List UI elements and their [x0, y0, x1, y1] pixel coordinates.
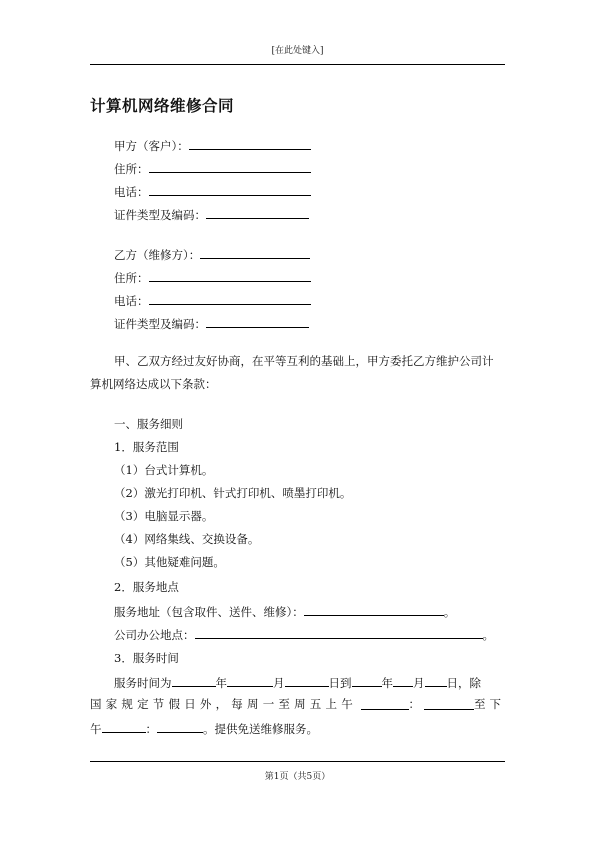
intro-line-1: 甲、乙双方经过友好协商，在平等互利的基础上，甲方委托乙方维护公司计 — [114, 354, 494, 368]
party-a-phone-row — [114, 183, 311, 199]
office-blank[interactable] — [195, 626, 483, 639]
location-heading: 2．服务地点 — [114, 580, 179, 594]
office-label: 公司办公地点： — [114, 628, 195, 642]
start-month-blank[interactable] — [227, 674, 273, 687]
time-line-3 — [90, 720, 318, 736]
end-month-blank[interactable] — [393, 674, 413, 687]
month-label: 月 — [413, 676, 425, 690]
weekday-text: 国家规定节假日外，每周一至周五上午 — [90, 697, 357, 711]
document-title: 计算机网络维修合同 — [90, 97, 235, 115]
year-label: 年 — [381, 676, 393, 690]
scope-heading: 1．服务范围 — [114, 440, 179, 454]
time-line-2 — [90, 697, 505, 711]
party-a-phone-label: 电话： — [114, 185, 149, 199]
colon: ： — [145, 722, 157, 736]
party-b-address-row — [114, 269, 311, 285]
office-row — [114, 626, 494, 642]
period: 。 — [443, 605, 456, 619]
party-a-id-row — [114, 206, 309, 222]
party-b-id-blank[interactable] — [206, 315, 309, 328]
time-prefix: 服务时间为 — [114, 676, 172, 690]
month-label: 月 — [273, 676, 285, 690]
day-to-label: 日到 — [328, 676, 352, 690]
time-line-1 — [114, 674, 481, 690]
scope-item: （1）台式计算机。 — [114, 463, 214, 477]
party-a-phone-blank[interactable] — [149, 183, 311, 196]
pm-hour-blank[interactable] — [102, 720, 146, 733]
service-address-label: 服务地址（包含取件、送件、维修）： — [114, 605, 304, 619]
party-b-phone-row — [114, 292, 311, 308]
party-b-address-blank[interactable] — [149, 269, 311, 282]
scope-item: （5）其他疑难问题。 — [114, 555, 225, 569]
party-b-address-label: 住所： — [114, 271, 149, 285]
pm-label: 午 — [90, 722, 102, 736]
section-heading: 一、服务细则 — [114, 417, 183, 431]
party-b-label: 乙方（维修方）： — [114, 248, 201, 262]
colon: ： — [408, 697, 420, 711]
party-b-row — [114, 246, 310, 262]
party-a-blank[interactable] — [189, 137, 311, 150]
party-a-label: 甲方（客户）： — [114, 139, 189, 153]
party-a-address-label: 住所： — [114, 162, 149, 176]
pm-minute-blank[interactable] — [157, 720, 203, 733]
start-day-blank[interactable] — [285, 674, 329, 687]
scope-item: （3）电脑显示器。 — [114, 509, 214, 523]
page-footer: 第1页（共5页） — [264, 772, 331, 782]
party-b-phone-blank[interactable] — [149, 292, 311, 305]
party-b-blank[interactable] — [200, 246, 310, 259]
party-b-id-row — [114, 315, 309, 331]
scope-item: （2）激光打印机、针式打印机、喷墨打印机。 — [114, 486, 352, 500]
service-note: 。提供免送维修服务。 — [203, 722, 318, 736]
party-b-id-label: 证件类型及编码： — [114, 317, 206, 331]
day-end-label: 日，除 — [446, 676, 481, 690]
year-label: 年 — [215, 676, 227, 690]
time-heading: 3．服务时间 — [114, 651, 179, 665]
party-b-phone-label: 电话： — [114, 294, 149, 308]
end-year-blank[interactable] — [352, 674, 382, 687]
scope-item: （4）网络集线、交换设备。 — [114, 532, 260, 546]
am-minute-blank[interactable] — [424, 697, 474, 710]
end-day-blank[interactable] — [425, 674, 447, 687]
party-a-id-blank[interactable] — [206, 206, 309, 219]
to-pm-label: 至下 — [474, 697, 505, 711]
header-rule — [90, 64, 505, 65]
intro-line-2: 算机网络达成以下条款： — [90, 377, 217, 391]
party-a-id-label: 证件类型及编码： — [114, 208, 206, 222]
start-year-blank[interactable] — [172, 674, 216, 687]
party-a-address-row — [114, 160, 311, 176]
period: 。 — [482, 628, 494, 642]
footer-rule — [90, 761, 505, 762]
party-a-address-blank[interactable] — [149, 160, 311, 173]
page-header: [在此处键入] — [271, 46, 324, 56]
party-a-row — [114, 137, 311, 153]
service-address-blank[interactable] — [304, 603, 444, 616]
am-hour-blank[interactable] — [361, 697, 409, 710]
service-address-row — [114, 603, 455, 619]
